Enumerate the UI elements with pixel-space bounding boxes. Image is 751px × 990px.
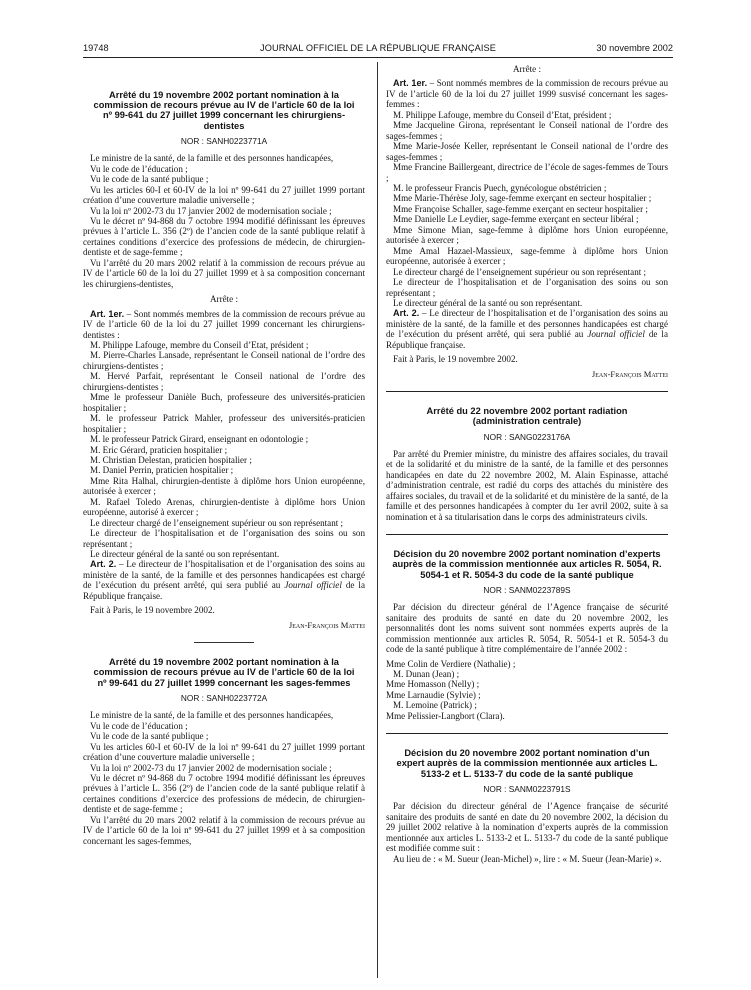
member-item: Mme Françoise Schaller, sage-femme exerçant en secteur hospitalier ; xyxy=(393,203,648,214)
decree-2-title: Arrêté du 19 novembre 2002 portant nomination à la commission de recours prévue au IV de l’article 60 de la loi nº 99-641 du 27 juillet 1999 concernant les sages-femmes xyxy=(93,657,355,688)
page-number: 19748 xyxy=(83,43,109,53)
decree-1-visa: Vu le décret nº 94-868 du 7 octobre 1994 modifié définissant les épreuves prévues à l’article L. 356 (2º) de l’ancien code de la santé publique relatif à certaines conditions d’exercice des professions de médecin, de chirurgien-dentiste et de sage-femme ; xyxy=(83,215,365,258)
member-item: M. le professeur Patrick Girard, enseignant en odontologie ; xyxy=(90,434,309,445)
section-separator xyxy=(194,642,254,643)
member-item: Mme Amal Hazael-Massieux, sage-femme à diplôme hors Union européenne, autorisée à exercer ; xyxy=(386,245,668,267)
decree-1-place-date: Fait à Paris, le 19 novembre 2002. xyxy=(90,605,215,616)
member-item: M. Eric Gérard, praticien hospitalier ; xyxy=(90,444,228,455)
decision-5-nor: NOR : SANM0223791S xyxy=(483,783,571,794)
decree-2-visa: Vu le décret nº 94-868 du 7 octobre 1994 modifié définissant les épreuves prévues à l’article L. 356 (2º) de l’ancien code de la santé publique relatif à certaines conditions d’exercice des professions de médecin, de chirurgien-dentiste et de sage-femme ; xyxy=(83,772,365,815)
member-item: Mme le professeur Danièle Buch, professeure des universités-praticien hospitalier ; xyxy=(83,392,365,413)
article-label: Art. 2. xyxy=(393,308,420,319)
section-separator xyxy=(386,391,668,392)
decree-2-article-1 xyxy=(386,78,668,109)
member-item: M. Christian Delestan, praticien hospitalier ; xyxy=(90,454,252,465)
decree-2-visa: Vu les articles 60-I et 60-IV de la loi nº 99-641 du 27 juillet 1999 portant création d’une couverture maladie universelle ; xyxy=(83,741,365,763)
header-rule xyxy=(83,57,673,58)
member-item: M. Philippe Lafouge, membre du Conseil d’Etat, président ; xyxy=(393,109,612,120)
page-header xyxy=(83,43,673,55)
decree-2-visa: Vu la loi nº 2002-73 du 17 janvier 2002 de modernisation sociale ; xyxy=(90,762,332,773)
member-item: M. Rafael Toledo Arenas, chirurgien-dentiste à diplôme hors Union européenne, autorisé à exercer ; xyxy=(83,496,365,518)
member-item: Mme Simone Mian, sage-femme à diplôme hors Union européenne, autorisée à exercer ; xyxy=(386,224,668,246)
journal-officiel-text: Journal officiel xyxy=(587,329,645,340)
decree-2-arrete: Arrête : xyxy=(512,64,542,74)
expert-item: M. Lemoine (Patrick) ; xyxy=(393,700,477,711)
decree-2-visa: Vu le code de la santé publique ; xyxy=(90,731,209,742)
decision-5-correction: Au lieu de : « M. Sueur (Jean-Michel) », lire : « M. Sueur (Jean-Marie) ». xyxy=(393,853,662,864)
decision-4-nor: NOR : SANM0223789S xyxy=(483,584,571,595)
member-item: M. le professeur Francis Puech, gynécologue obstétricien ; xyxy=(393,182,607,193)
decree-1-visa: Vu les articles 60-I et 60-IV de la loi nº 99-641 du 27 juillet 1999 portant création d’une couverture maladie universelle ; xyxy=(83,184,365,206)
member-item: Mme Danielle Le Leydier, sage-femme exerçant en secteur libéral ; xyxy=(393,214,639,225)
expert-item: Mme Larnaudie (Sylvie) ; xyxy=(386,689,481,700)
article-label: Art. 2. xyxy=(90,559,117,570)
article-label: Art. 1er. xyxy=(90,308,125,319)
decree-1-visa: Vu le code de l’éducation ; xyxy=(90,163,188,174)
decree-3-title: Arrêté du 22 novembre 2002 portant radiation (administration centrale) xyxy=(426,406,628,427)
left-column xyxy=(83,64,365,846)
member-item: Le directeur de l’hospitalisation et de l’organisation des soins ou son représentant ; xyxy=(386,277,668,298)
expert-item: Mme Homasson (Nelly) ; xyxy=(386,679,480,690)
member-item: Mme Francine Baillergeant, directrice de l’école de sages-femmes de Tours ; xyxy=(386,162,668,183)
decree-1-visa: Vu l’arrêté du 20 mars 2002 relatif à la commission de recours prévue au IV de l’article 60 de la loi du 27 juillet 1999 et à sa composition concernant les chirurgiens-dentistes, xyxy=(83,257,365,289)
member-item: Le directeur chargé de l’enseignement supérieur ou son représentant ; xyxy=(393,266,647,277)
member-item: M. Daniel Perrin, praticien hospitalier ; xyxy=(90,465,234,476)
decree-2-preamble: Le ministre de la santé, de la famille et des personnes handicapées, xyxy=(90,710,334,721)
member-item: Le directeur général de la santé ou son représentant. xyxy=(90,549,280,560)
decree-1-nor: NOR : SANH0223771A xyxy=(180,135,268,146)
section-separator xyxy=(386,534,668,535)
decree-1-preamble: Le ministre de la santé, de la famille et des personnes handicapées, xyxy=(90,153,334,164)
journal-officiel-text: Journal officiel xyxy=(284,580,342,591)
article-text: – Sont nommés membres de la commission de recours prévue au IV de l’article 60 de la loi du 27 juillet 1999 concernant les chirurgiens-dentistes : xyxy=(83,308,365,340)
article-text: – Sont nommés membres de la commission de recours prévue au IV de l’article 60 de la loi du 27 juillet 1999 susvisé concernant les sages-femmes : xyxy=(386,78,668,110)
decision-5-body: Par décision du directeur général de l’Agence française de sécurité sanitaire des produits de santé en date du 20 novembre 2002, la décision du 29 juillet 2002 relative à la nomination d’experts auprès de la commission mentionnée aux articles L. 5133-2 et L. 5133-7 du code de la santé publique est modifiée comme suit : xyxy=(386,801,668,854)
member-item: Le directeur de l’hospitalisation et de l’organisation des soins ou son représentant ; xyxy=(83,528,365,549)
decree-1-visa: Vu la loi nº 2002-73 du 17 janvier 2002 de modernisation sociale ; xyxy=(90,205,332,216)
article-text: de la République française. xyxy=(83,580,365,601)
article-text: de la République française. xyxy=(386,329,668,350)
decree-2-visa: Vu le code de l’éducation ; xyxy=(90,720,188,731)
expert-item: Mme Colin de Verdiere (Nathalie) ; xyxy=(386,658,516,669)
decree-1-article-1 xyxy=(83,309,365,340)
decision-5-title: Décision du 20 novembre 2002 portant nomination d’un expert auprès de la commission mentionnée aux articles L. 5133-2 et L. 5133-7 du code de la santé publique xyxy=(396,748,658,779)
decree-1-arrete: Arrête : xyxy=(209,294,239,305)
decree-2-nor: NOR : SANH0223772A xyxy=(180,692,268,703)
right-column xyxy=(386,64,668,864)
column-divider xyxy=(377,62,378,978)
member-item: Le directeur général de la santé ou son représentant. xyxy=(393,297,583,308)
decree-1-signature: Jean-François Mattei xyxy=(288,619,365,630)
article-text: – Le directeur de l’hospitalisation et de l’organisation des soins au ministère de la santé, de la famille et des personnes handicapées est chargé de l’exécution du présent arrêté, qui sera publié au xyxy=(83,559,365,591)
member-item: M. le professeur Patrick Mahler, professeur des universités-praticien hospitalier ; xyxy=(83,413,365,434)
member-item: Mme Marie-Josée Keller, représentant le Conseil national de l’ordre des sages-femmes ; xyxy=(386,141,668,162)
decree-2-article-2 xyxy=(386,308,668,350)
article-label: Art. 1er. xyxy=(393,78,428,89)
decree-3-body: Par arrêté du Premier ministre, du ministre des affaires sociales, du travail et de la solidarité et du ministre de la santé, de la famille et des personnes handicapées en date du 22 novembre 2002, M. Alain Espinasse, attaché d’administration centrale, est radié du corps des attachés du ministère des affaires sociales, du travail et de la solidarité et du ministère de la santé, de la famille et des personnes handicapées à compter du 1er avril 2002, suite à sa nomination et à sa titularisation dans le corps des administrateurs civils. xyxy=(386,449,668,522)
section-separator xyxy=(386,733,668,734)
decree-2-visa: Vu l’arrêté du 20 mars 2002 relatif à la commission de recours prévue au IV de l’article 60 de la loi nº 99-641 du 27 juillet 1999 et à sa composition concernant les sages-femmes, xyxy=(83,814,365,846)
decree-1-title: Arrêté du 19 novembre 2002 portant nomination à la commission de recours prévue au IV de l’article 60 de la loi nº 99-641 du 27 juillet 1999 concernant les chirurgiens-dentistes xyxy=(93,90,355,131)
expert-item: Mme Pelissier-Langbort (Clara). xyxy=(386,710,505,721)
decree-2-signature: Jean-François Mattei xyxy=(591,368,668,379)
member-item: M. Philippe Lafouge, membre du Conseil d’Etat, président ; xyxy=(90,339,309,350)
member-item: Le directeur chargé de l’enseignement supérieur ou son représentant ; xyxy=(90,517,344,528)
issue-date: 30 novembre 2002 xyxy=(596,43,673,53)
member-item: Mme Jacqueline Girona, représentant le Conseil national de l’ordre des sages-femmes ; xyxy=(386,120,668,141)
decree-1-article-2 xyxy=(83,559,365,601)
member-item: M. Hervé Parfait, représentant le Conseil national de l’ordre des chirurgiens-dentistes ; xyxy=(83,371,365,392)
expert-item: M. Dunan (Jean) ; xyxy=(393,668,460,679)
member-item: M. Pierre-Charles Lansade, représentant le Conseil national de l’ordre des chirurgiens-dentistes ; xyxy=(83,350,365,371)
journal-title: JOURNAL OFFICIEL DE LA RÉPUBLIQUE FRANÇAISE xyxy=(260,43,496,53)
decree-1-visa: Vu le code de la santé publique ; xyxy=(90,174,209,185)
member-item: Mme Rita Halhal, chirurgien-dentiste à diplôme hors Union européenne, autorisée à exercer ; xyxy=(83,475,365,497)
decree-3-nor: NOR : SANG0223176A xyxy=(483,431,571,442)
decision-4-body: Par décision du directeur général de l’Agence française de sécurité sanitaire des produits de santé en date du 20 novembre 2002, les personnalités dont les noms suivent sont nommées experts auprès de la commission mentionnée aux articles R. 5054, R. 5054-1 et R. 5054-3 du code de la santé publique à titre complémentaire de l’année 2002 : xyxy=(386,602,668,655)
member-item: Mme Marie-Thérèse Joly, sage-femme exerçant en secteur hospitalier ; xyxy=(393,193,652,204)
decree-2-place-date: Fait à Paris, le 19 novembre 2002. xyxy=(393,354,518,365)
decision-4-title: Décision du 20 novembre 2002 portant nomination d’experts auprès de la commission mentionnée aux articles R. 5054, R. 5054-1 et R. 5054-3 du code de la santé publique xyxy=(392,549,662,580)
article-text: – Le directeur de l’hospitalisation et de l’organisation des soins au ministère de la santé, de la famille et des personnes handicapées est chargé de l’exécution du présent arrêté, qui sera publié au xyxy=(386,308,668,340)
